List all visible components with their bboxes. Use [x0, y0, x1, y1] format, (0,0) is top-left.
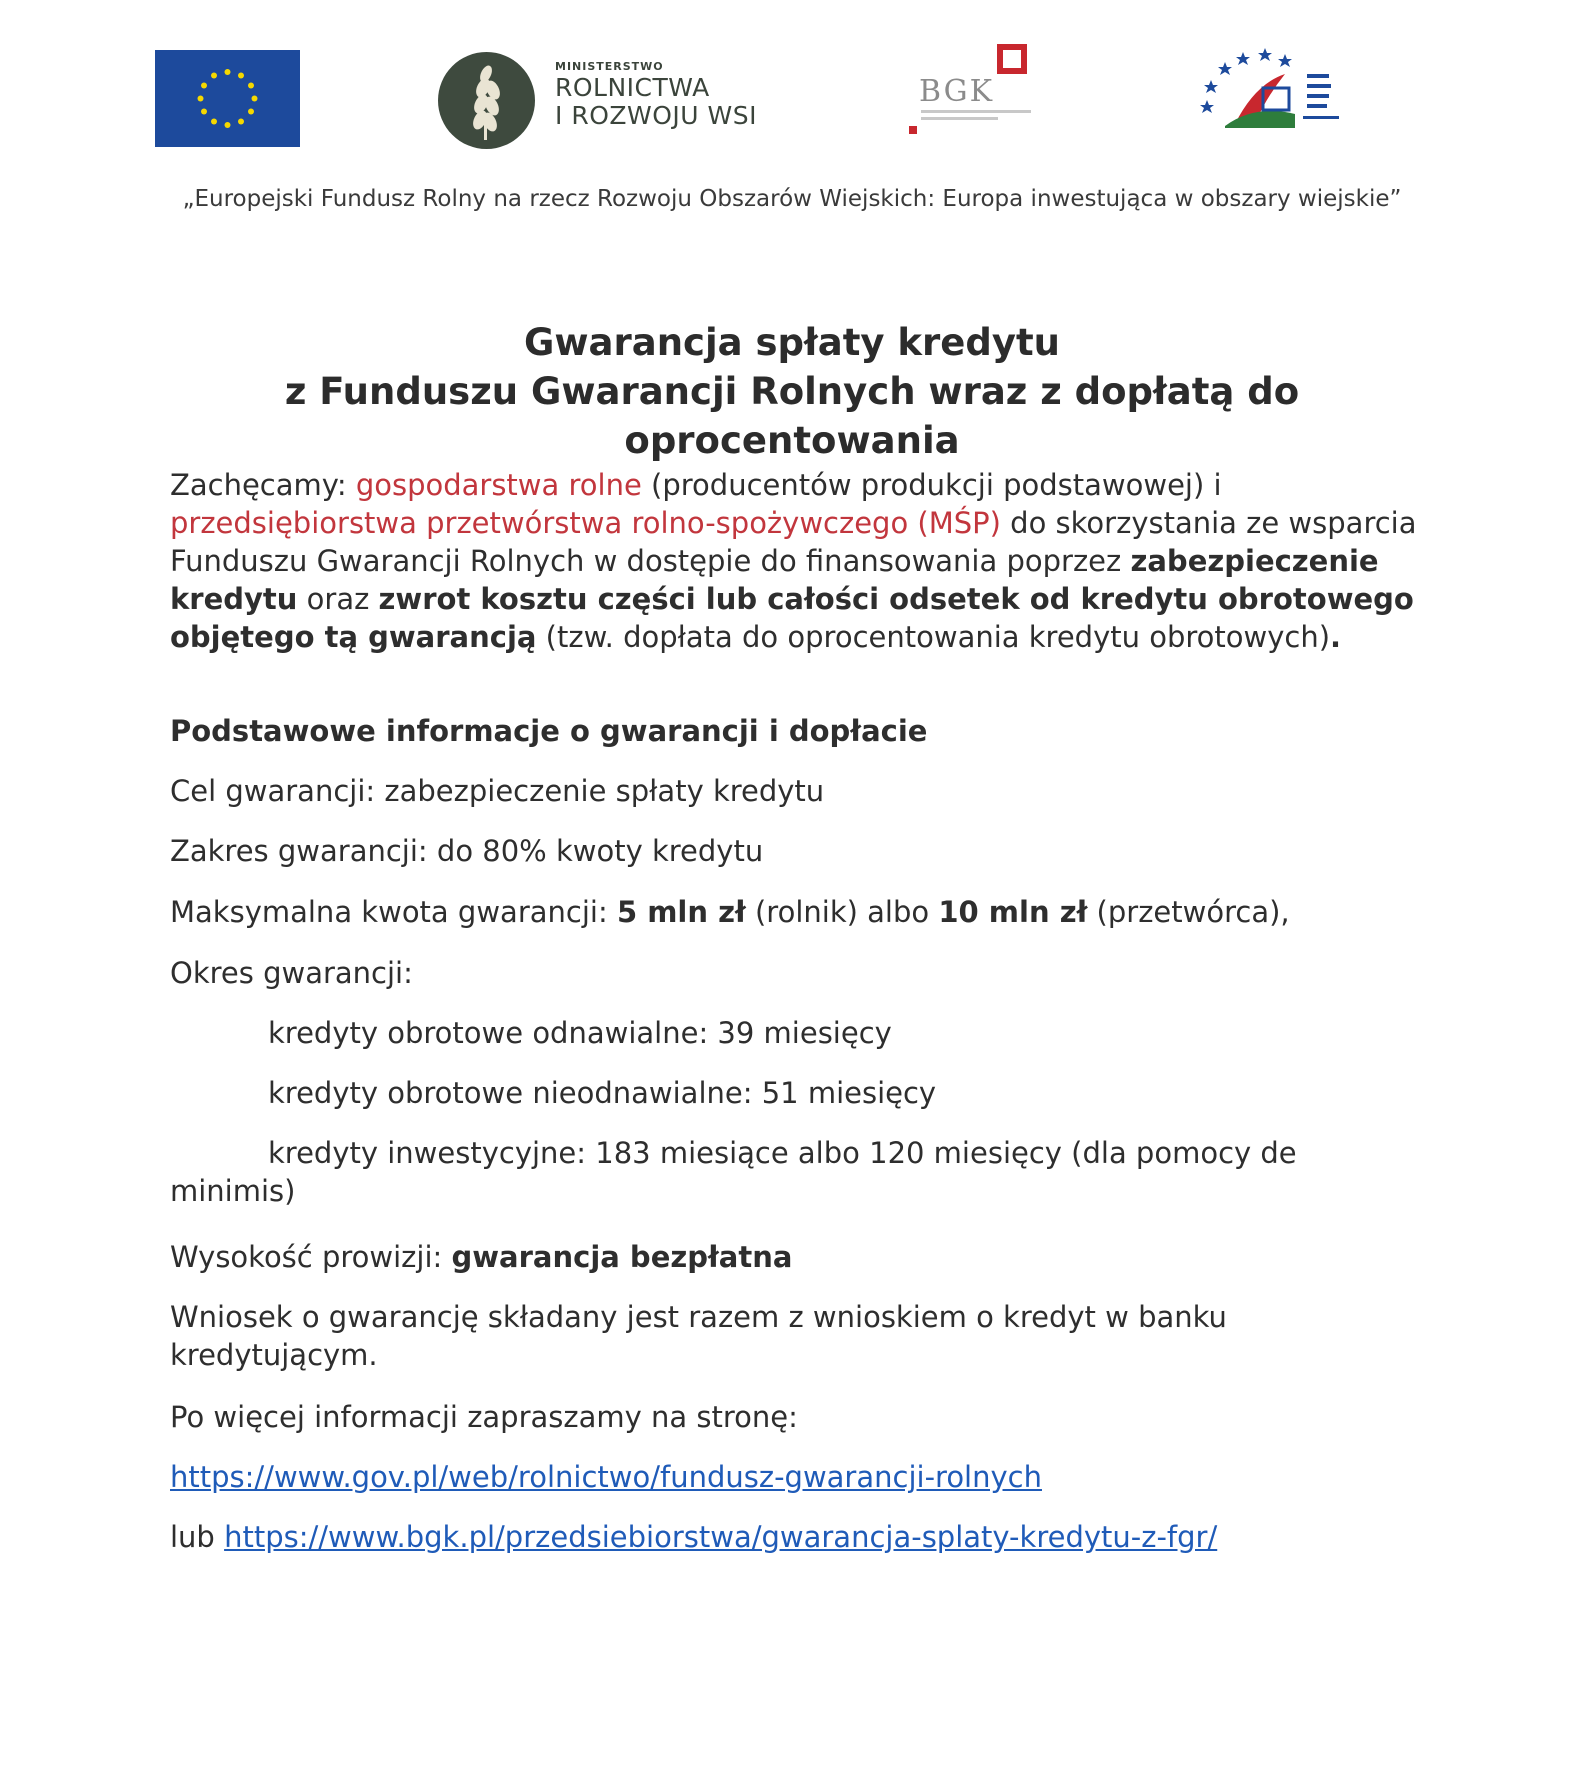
info-zakres: Zakres gwarancji: do 80% kwoty kredytu — [170, 834, 764, 868]
intro-text-3: do skorzystania ze wsparcia Funduszu Gwarancji Rolnych w dostępie do finansowania poprzez — [170, 506, 1417, 578]
gov-link[interactable]: https://www.gov.pl/web/rolnictwo/fundusz-gwarancji-rolnych — [170, 1460, 1042, 1494]
prowizja-prefix: Wysokość prowizji: — [170, 1240, 452, 1274]
title-line-2: z Funduszu Gwarancji Rolnych wraz z dopłatą do — [284, 370, 1300, 413]
intro-text-6: . — [1330, 620, 1342, 654]
intro-text-4: oraz — [297, 582, 379, 616]
info-heading: Podstawowe informacje o gwarancji i dopłacie — [170, 714, 928, 748]
okres-item: kredyty obrotowe odnawialne: 39 miesięcy — [268, 1016, 892, 1050]
info-okres: Okres gwarancji: — [170, 956, 413, 990]
intro-bold-1: zabezpieczenie kredytu — [170, 544, 1379, 616]
bgk-dot-icon — [909, 126, 917, 134]
max-farmer-amount: 5 mln zł — [616, 895, 746, 929]
eu-flag-logo — [155, 50, 300, 147]
bgk-square-icon — [997, 44, 1027, 74]
logo-bar — [0, 0, 1584, 160]
title-line-3: oprocentowania — [624, 419, 960, 462]
max-processor-label: (przetwórca), — [1087, 895, 1290, 929]
or-text: lub — [170, 1520, 225, 1554]
prowizja-value: gwarancja bezpłatna — [451, 1240, 793, 1274]
max-prefix: Maksymalna kwota gwarancji: — [170, 895, 617, 929]
info-prowizja — [170, 1238, 1430, 1276]
intro-text-2: (producentów produkcji podstawowej) i — [641, 468, 1222, 502]
bgk-link[interactable]: https://www.bgk.pl/przedsiebiorstwa/gwarancja-splaty-kredytu-z-fgr/ — [224, 1520, 1218, 1554]
target-enterprises: przedsiębiorstwa przetwórstwa rolno-spożywczego (MŚP) — [170, 506, 1001, 540]
ministry-line2: I ROZWOJU WSI — [555, 101, 757, 130]
page-title — [150, 318, 1434, 465]
okres-item: kredyty obrotowe nieodnawialne: 51 miesięcy — [268, 1076, 937, 1110]
title-line-1: Gwarancja spłaty kredytu — [523, 321, 1060, 364]
bgk-text: BGK — [919, 74, 994, 109]
link1-line — [170, 1458, 1430, 1496]
more-info-text: Po więcej informacji zapraszamy na stronę: — [170, 1400, 798, 1434]
link2-line — [170, 1518, 1430, 1556]
ministry-name — [555, 60, 757, 130]
max-processor-amount: 10 mln zł — [938, 895, 1088, 929]
intro-bold-2: zwrot kosztu części lub całości odsetek od kredytu obrotowego objętego tą gwarancją — [170, 582, 1414, 654]
intro-text-5: (tzw. dopłata do oprocentowania kredytu obrotowych) — [536, 620, 1331, 654]
target-farms: gospodarstwa rolne — [355, 468, 642, 502]
ministry-line1: ROLNICTWA — [555, 73, 710, 102]
intro-text-1: Zachęcamy: — [170, 468, 356, 502]
wheat-icon — [438, 52, 535, 149]
ministry-logo — [438, 52, 798, 152]
info-max-amount — [170, 893, 1430, 931]
max-farmer-label: (rolnik) albo — [745, 895, 939, 929]
info-cel: Cel gwarancji: zabezpieczenie spłaty kredytu — [170, 774, 825, 808]
motto-text: „Europejski Fundusz Rolny na rzecz Rozwoju Obszarów Wiejskich: Europa inwestująca w obszary wiejskie” — [182, 186, 1402, 212]
ministry-small-label: MINISTERSTWO — [555, 60, 664, 73]
prow-logo — [1195, 44, 1350, 134]
okres-item: kredyty inwestycyjne: 183 miesiące albo 120 miesięcy (dla pomocy de — [268, 1136, 1297, 1170]
info-wniosek: Wniosek o gwarancję składany jest razem z wnioskiem o kredyt w banku kredytującym. — [170, 1300, 1227, 1372]
intro-paragraph — [170, 466, 1430, 656]
bgk-logo — [905, 44, 1035, 144]
bgk-subtitle — [921, 110, 1031, 126]
okres-item-continuation: minimis) — [170, 1174, 296, 1208]
